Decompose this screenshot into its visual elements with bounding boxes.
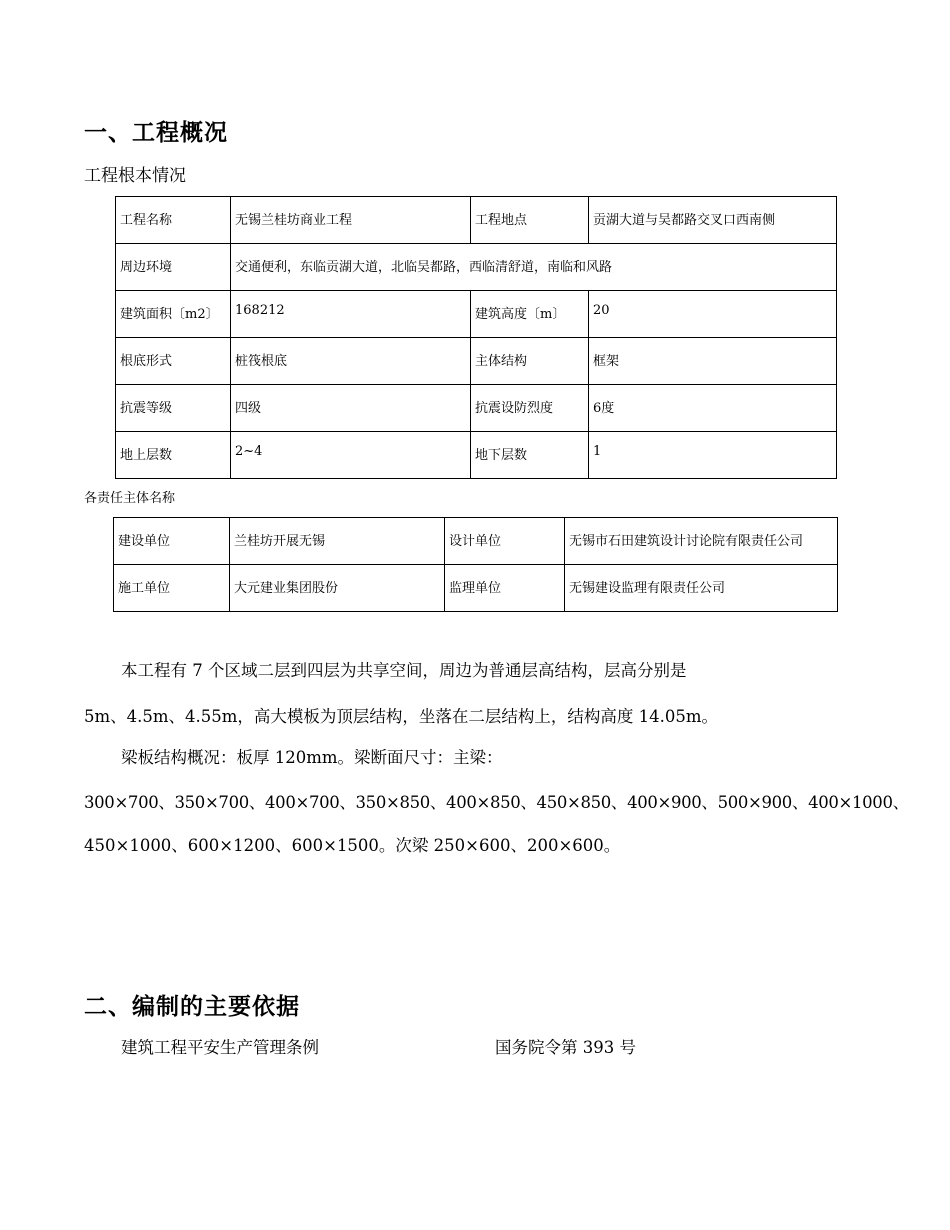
table-cell: 无锡市石田建筑设计讨论院有限责任公司: [565, 518, 838, 565]
table-cell: 建筑面积〔m2〕: [116, 291, 231, 338]
basis-item-name: 建筑工程平安生产管理条例: [121, 1038, 319, 1057]
paragraph-line: 450×1000、600×1200、600×1500。次梁 250×600、200×600。: [84, 836, 621, 855]
table-cell: 建设单位: [114, 518, 230, 565]
paragraph-line: 梁板结构概况：板厚 120mm。梁断面尺寸：主梁：: [121, 748, 503, 767]
basis-item-ref: 国务院令第 393 号: [495, 1038, 636, 1057]
table-cell: 施工单位: [114, 565, 230, 612]
table-cell: 2~4: [231, 432, 471, 479]
table-cell: 抗震设防烈度: [471, 385, 589, 432]
table-row: [114, 565, 838, 612]
table-cell: 大元建业集团股份: [230, 565, 445, 612]
table-cell: 兰桂坊开展无锡: [230, 518, 445, 565]
table-cell: 桩筏根底: [231, 338, 471, 385]
table-cell: 四级: [231, 385, 471, 432]
table-cell: 主体结构: [471, 338, 589, 385]
parties-table: [113, 517, 838, 612]
table-row: [114, 518, 838, 565]
table-cell: 抗震等级: [116, 385, 231, 432]
paragraph-line: 本工程有 7 个区域二层到四层为共享空间，周边为普通层高结构，层高分别是: [121, 661, 687, 680]
table-cell: 框架: [589, 338, 837, 385]
table-cell: 地上层数: [116, 432, 231, 479]
paragraph-line: 300×700、350×700、400×700、350×850、400×850、450×850、400×900、500×900、400×1000、: [84, 793, 909, 812]
paragraph-line: 5m、4.5m、4.55m，高大模板为顶层结构，坐落在二层结构上，结构高度 14.05m。: [84, 707, 719, 726]
table-cell: 交通便利，东临贡湖大道，北临吴都路，西临清舒道，南临和风路: [231, 244, 837, 291]
table-cell: 无锡兰桂坊商业工程: [231, 197, 471, 244]
table-cell: 20: [589, 291, 837, 338]
table-cell: 周边环境: [116, 244, 231, 291]
section-heading-1: 一、工程概况: [84, 120, 228, 146]
table-cell: 无锡建设监理有限责任公司: [565, 565, 838, 612]
subheading-basic-info: 工程根本情况: [84, 166, 186, 186]
table-row: [116, 244, 837, 291]
table-cell: 工程地点: [471, 197, 589, 244]
table-cell: 工程名称: [116, 197, 231, 244]
section-heading-2: 二、编制的主要依据: [84, 994, 300, 1020]
table-cell: 设计单位: [445, 518, 565, 565]
table-cell: 168212: [231, 291, 471, 338]
table-cell: 监理单位: [445, 565, 565, 612]
table-cell: 贡湖大道与吴都路交叉口西南侧: [589, 197, 837, 244]
table-cell: 地下层数: [471, 432, 589, 479]
table-cell: 1: [589, 432, 837, 479]
table-row: [116, 197, 837, 244]
table-row: [116, 338, 837, 385]
parties-caption: 各责任主体名称: [84, 491, 176, 506]
table-cell: 建筑高度〔m〕: [471, 291, 589, 338]
table-row: [116, 291, 837, 338]
table-cell: 6度: [589, 385, 837, 432]
project-info-table: [115, 196, 837, 479]
table-row: [116, 432, 837, 479]
table-row: [116, 385, 837, 432]
table-cell: 根底形式: [116, 338, 231, 385]
